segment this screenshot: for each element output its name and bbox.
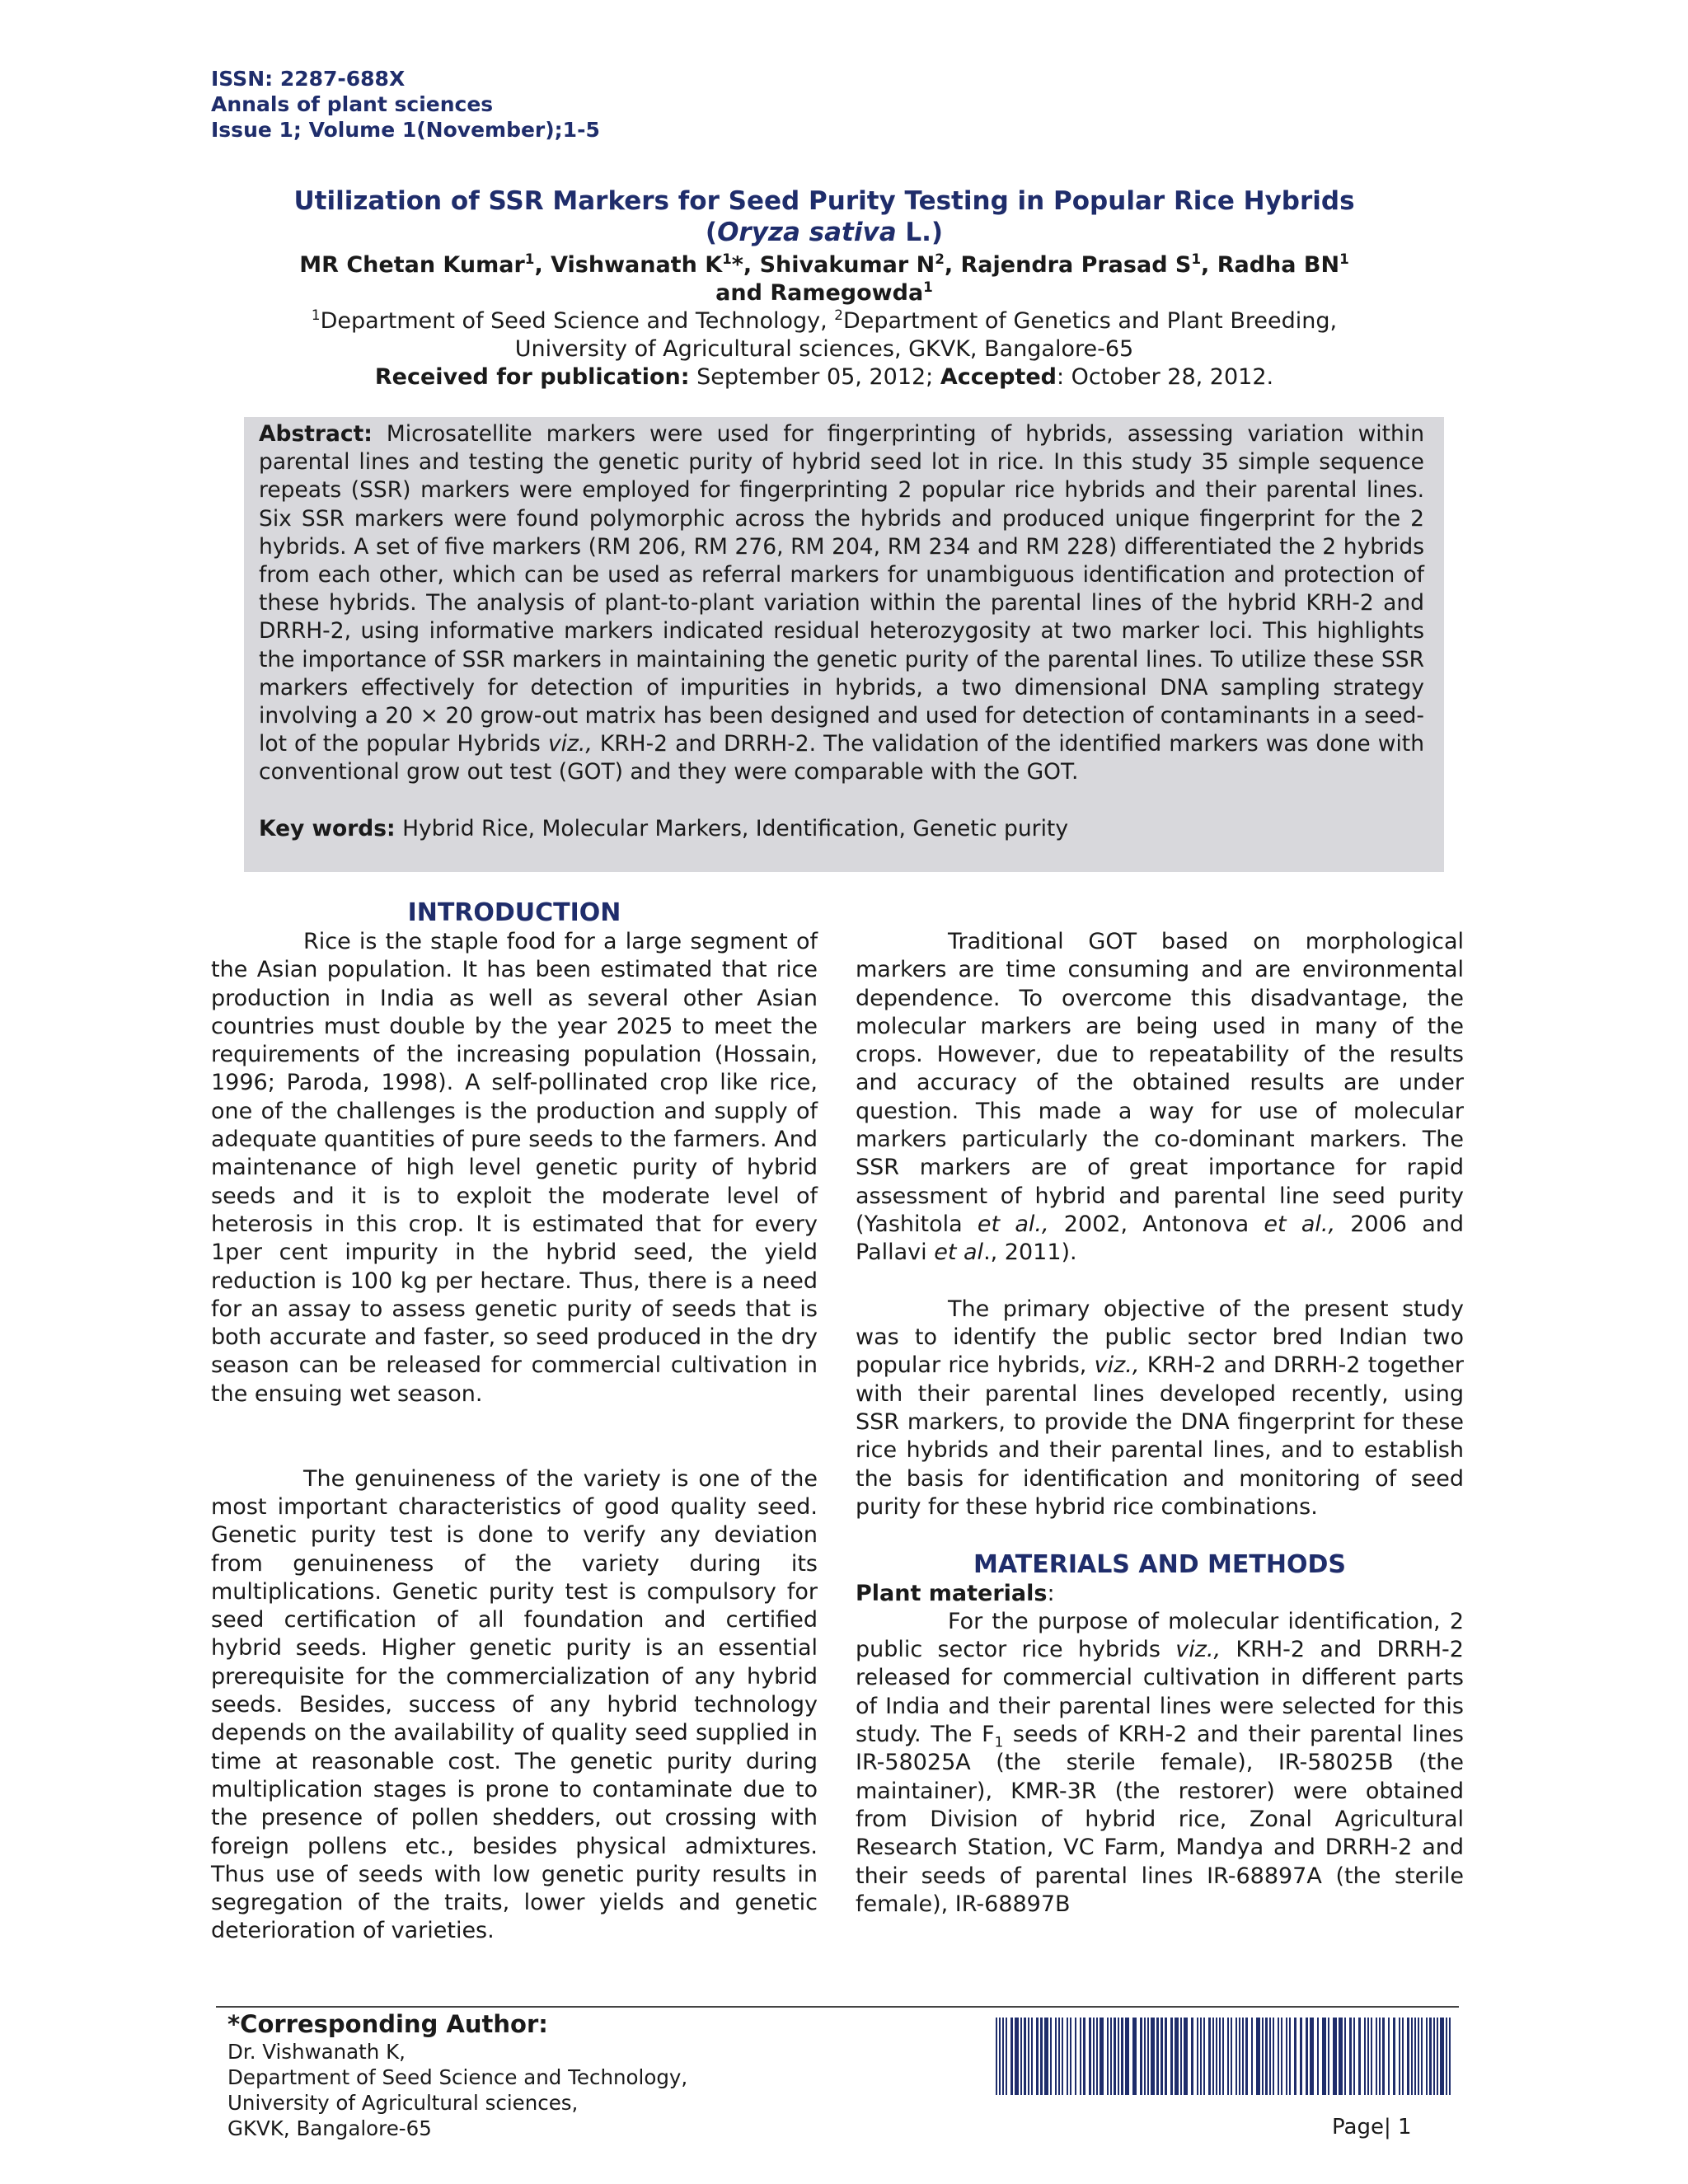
barcode-bar — [1414, 2018, 1416, 2095]
received-label: Received for publication: — [374, 364, 690, 390]
barcode-bar — [1165, 2018, 1167, 2095]
barcode-bar — [1376, 2018, 1377, 2095]
barcode-bar — [1040, 2018, 1043, 2095]
section-heading-introduction: INTRODUCTION — [407, 898, 621, 927]
author-affil-sup: 1 — [1191, 251, 1202, 267]
section-heading-methods: MATERIALS AND METHODS — [973, 1549, 1346, 1579]
barcode-bar — [1036, 2018, 1039, 2095]
abstract-italic: viz., — [547, 731, 593, 757]
corr-line: Department of Seed Science and Technology, — [227, 2065, 688, 2089]
barcode-bar — [1160, 2018, 1163, 2095]
barcode-bar — [1371, 2018, 1372, 2095]
barcode-bar — [1328, 2018, 1329, 2095]
author-separator: , — [944, 252, 961, 278]
barcode-bar — [1006, 2018, 1007, 2095]
barcode-bar — [1281, 2018, 1282, 2095]
barcode-bar — [1231, 2018, 1232, 2095]
barcode-bar — [1402, 2018, 1404, 2095]
barcode-bar — [1080, 2018, 1081, 2095]
keywords — [259, 815, 1424, 843]
barcode-bar — [1449, 2018, 1451, 2095]
barcode-bar — [1418, 2018, 1419, 2095]
author-separator: , — [534, 252, 551, 278]
author-conjunction: and — [715, 280, 771, 306]
publication-dates — [231, 363, 1418, 391]
barcode-bar — [1429, 2018, 1432, 2095]
abstract-text — [259, 420, 1424, 787]
barcode-bar — [1333, 2018, 1337, 2095]
barcode-bar — [1446, 2018, 1447, 2095]
barcode-bar — [1388, 2018, 1390, 2095]
para-italic: viz., — [1094, 1352, 1140, 1379]
footer-rule — [216, 2006, 1459, 2008]
affil-sup-1: 1 — [311, 307, 321, 323]
paragraph-gap — [211, 1436, 818, 1465]
barcode-bar — [1407, 2018, 1409, 2095]
barcode-bar — [1024, 2018, 1026, 2095]
authors-line-1 — [231, 251, 1418, 279]
barcode-bar — [1020, 2018, 1022, 2095]
affil-sup-2: 2 — [834, 307, 843, 323]
left-column — [211, 898, 818, 1946]
barcode-bar — [1062, 2018, 1063, 2095]
citation-etal: et al — [934, 1240, 984, 1266]
author-affil-sup: 2 — [935, 251, 945, 267]
barcode-bar — [1437, 2018, 1438, 2095]
author-name: Shivakumar N — [759, 252, 935, 278]
author-affil-sup: 1 — [722, 251, 732, 267]
para-text: 2002, Antonova — [1048, 1211, 1264, 1237]
barcode-bar — [1055, 2018, 1057, 2095]
barcode-bar — [1184, 2018, 1188, 2095]
title-block — [231, 185, 1418, 391]
para-text: ., 2011). — [983, 1240, 1077, 1266]
barcode-bar — [1121, 2018, 1123, 2095]
title-suffix: L.) — [896, 218, 944, 247]
barcode-image — [994, 2018, 1456, 2095]
intro-paragraph-2: The genuineness of the variety is one of the most important characteristics of good quality seed. Genetic purity test is done to verify any deviation from genuineness of the variety during its multiplications. Genetic purity test is compulsory for seed certification of all foundation and certified hybrid seeds. Higher genetic purity is an essential prerequisite for the commercialization of any hybrid seeds. Besides, success of any hybrid technology depends on the availability of quality seed supplied in time at reasonable cost. The genetic purity during multiplication stages is prone to contaminate due to the presence of pollen shedders, out crossing with foreign pollens etc., besides physical admixtures. Thus use of seeds with low genetic purity results in segregation of the traits, lower yields and genetic deterioration of varieties. — [211, 1465, 818, 1944]
barcode-bar — [1393, 2018, 1395, 2095]
affil-dept-1: Department of Seed Science and Technology, — [320, 308, 835, 334]
paragraph-gap — [856, 1521, 1464, 1549]
author-separator: , — [743, 252, 760, 278]
author-name: Ramegowda — [770, 280, 924, 306]
title-line-1: Utilization of SSR Markers for Seed Purity Testing in Popular Rice Hybrids — [293, 186, 1355, 216]
intro-paragraph-3 — [856, 928, 1464, 1268]
barcode-bar — [1322, 2018, 1326, 2095]
barcode-bar — [1050, 2018, 1052, 2095]
intro-paragraph-4 — [856, 1296, 1464, 1521]
barcode-bar — [1426, 2018, 1428, 2095]
barcode-bar — [1031, 2018, 1033, 2095]
barcode-bar — [1083, 2018, 1085, 2095]
barcode-bar — [1349, 2018, 1352, 2095]
affiliation-line-1 — [231, 307, 1418, 335]
barcode-bar — [1100, 2018, 1104, 2095]
para-text: KRH-2 and DRRH-2 released for commercial cultivation in different parts of India and their parental lines were selected for this study. The F — [856, 1637, 1464, 1748]
issue-line: Issue 1; Volume 1(November);1-5 — [211, 118, 600, 142]
author-name: Radha BN — [1217, 252, 1340, 278]
barcode-bar — [1399, 2018, 1400, 2095]
barcode-bar — [996, 2018, 997, 2095]
barcode-bar — [1239, 2018, 1240, 2095]
barcode-bar — [1147, 2018, 1149, 2095]
barcode-bar — [1353, 2018, 1355, 2095]
corr-line: University of Agricultural sciences, — [227, 2091, 579, 2115]
barcode-bar — [1367, 2018, 1369, 2095]
article-title — [231, 185, 1418, 248]
barcode-bar — [1058, 2018, 1060, 2095]
keywords-label: Key words: — [259, 815, 396, 841]
barcode-bar — [1411, 2018, 1413, 2095]
barcode-bar — [1010, 2018, 1013, 2095]
barcode-bar — [1200, 2018, 1202, 2095]
affiliation — [231, 307, 1418, 363]
barcode-bar — [1379, 2018, 1381, 2095]
page-number: Page| 1 — [1332, 2115, 1412, 2139]
para-text: seeds of KRH-2 and their parental lines IR-58025A (the sterile female), IR-58025B (the maintainer), KMR-3R (the restorer) were obtained from Division of hybrid rice, Zonal Agricultural Research Station, VC Farm, Mandya and DRRH-2 and their seeds of parental lines IR-68897A (the sterile female), IR-68897B — [856, 1722, 1464, 1917]
barcode-bar — [1089, 2018, 1091, 2095]
barcode-bar — [1125, 2018, 1129, 2095]
barcode-bar — [1251, 2018, 1253, 2095]
barcode-bar — [1310, 2018, 1314, 2095]
barcode-bar — [1364, 2018, 1366, 2095]
barcode-bar — [1344, 2018, 1346, 2095]
author-affil-sup: 1 — [923, 279, 933, 295]
barcode-bar — [1015, 2018, 1019, 2095]
barcode-bar — [1219, 2018, 1221, 2095]
barcode-bar — [1175, 2018, 1179, 2095]
barcode-bar — [1212, 2018, 1214, 2095]
abstract-body-end: KRH-2 and DRRH-2. The validation of the identified markers was done with conventional grow out test (GOT) and they were comparable with the GOT. — [259, 731, 1424, 785]
barcode-bar — [1273, 2018, 1274, 2095]
accepted-date: : October 28, 2012. — [1056, 364, 1274, 390]
para-italic: viz., — [1175, 1637, 1221, 1663]
barcode-bar — [1144, 2018, 1146, 2095]
para-text: The primary objective of the present study was to identify the public sector bred Indian two popular rice hybrids, — [856, 1296, 1464, 1379]
barcode-bar — [1044, 2018, 1048, 2095]
column-top-spacer — [856, 898, 1464, 928]
barcode-bar — [1132, 2018, 1137, 2095]
barcode-bar — [1096, 2018, 1098, 2095]
barcode-bar — [1433, 2018, 1435, 2095]
title-line-2 — [231, 217, 1418, 248]
abstract-body: Microsatellite markers were used for fingerprinting of hybrids, assessing variation within parental lines and testing the genetic purity of hybrid seed lot in rice. In this study 35 simple sequence repeats (SSR) markers were employed for fingerprinting 2 popular rice hybrids and their parental lines. Six SSR markers were found polymorphic across the hybrids and produced unique fingerprint for the 2 hybrids. A set of five markers (RM 206, RM 276, RM 204, RM 234 and RM 228) differentiated the 2 hybrids from each other, which can be used as referral markers for unambiguous identification and protection of these hybrids. The analysis of plant-to-plant variation within the parental lines of the hybrid KRH-2 and DRRH-2, using informative markers indicated residual heterozygosity at two marker loci. This highlights the importance of SSR markers in maintaining the genetic purity of the parental lines. To utilize these SSR markers effectively for detection of impurities in hybrids, a two dimensional DNA sampling strategy involving a 20 × 20 grow-out matrix has been designed and used for detection of contaminants in a seed-lot of the popular Hybrids — [259, 421, 1424, 757]
para-text: Traditional GOT based on morphological markers are time consuming and are environmental dependence. To overcome this disadvantage, the molecular markers are being used in many of the crops. However, due to repeatability of the results and accuracy of the obtained results are under question. This made a way for use of molecular markers particularly the co-dominant markers. The SSR markers are of great importance for rapid assessment of hybrid and parental line seed purity (Yashitola — [856, 929, 1464, 1237]
barcode-bar — [1262, 2018, 1264, 2095]
barcode-bar — [999, 2018, 1001, 2095]
barcode-bar — [1421, 2018, 1423, 2095]
corresponding-author — [227, 2009, 687, 2141]
para-text: 2006 and Pallavi — [856, 1211, 1464, 1266]
author-affil-sup: 1 — [524, 251, 535, 267]
issn-line: ISSN: 2287-688X — [211, 67, 406, 91]
affil-dept-2: Department of Genetics and Plant Breeding, — [842, 308, 1338, 334]
barcode-bar — [1070, 2018, 1071, 2095]
journal-name: Annals of plant sciences — [211, 92, 494, 116]
barcode-bar — [1289, 2018, 1291, 2095]
barcode-bar — [1151, 2018, 1155, 2095]
barcode-bar — [1236, 2018, 1237, 2095]
author-name: MR Chetan Kumar — [299, 252, 525, 278]
barcode-bar — [1075, 2018, 1076, 2095]
para-subscript: 1 — [994, 1733, 1004, 1750]
author-separator: , — [1201, 252, 1217, 278]
para-text: KRH-2 and DRRH-2 together with their parental lines developed recently, using SSR markers, to provide the DNA fingerprint for these rice hybrids and their parental lines, and to establish the basis for identification and monitoring of seed purity for these hybrid rice combinations. — [856, 1352, 1464, 1520]
abstract-label: Abstract: — [259, 421, 373, 447]
barcode-bar — [1114, 2018, 1116, 2095]
title-paren: ( — [705, 218, 718, 247]
barcode-bar — [1245, 2018, 1248, 2095]
barcode-bar — [1382, 2018, 1385, 2095]
barcode-bar — [1028, 2018, 1029, 2095]
barcode-bar — [1107, 2018, 1109, 2095]
corr-line: Dr. Vishwanath K, — [227, 2040, 406, 2064]
barcode-bar — [1118, 2018, 1119, 2095]
barcode-bar — [1227, 2018, 1229, 2095]
accepted-label: Accepted — [940, 364, 1057, 390]
paragraph-gap — [211, 1408, 818, 1436]
barcode-bar — [1294, 2018, 1296, 2095]
barcode-bar — [1093, 2018, 1095, 2095]
species-name: Oryza sativa — [717, 218, 897, 247]
corresponding-mark: * — [731, 252, 743, 278]
barcode-bar — [1278, 2018, 1279, 2095]
barcode-bar — [1317, 2018, 1319, 2095]
methods-paragraph-1 — [856, 1608, 1464, 1919]
subheading-plant-materials — [856, 1580, 1464, 1608]
barcode-bar — [1339, 2018, 1343, 2095]
subheading-text: Plant materials — [856, 1580, 1048, 1606]
barcode-bar — [1180, 2018, 1182, 2095]
barcode-bar — [1002, 2018, 1004, 2095]
barcode-bar — [1256, 2018, 1260, 2095]
author-affil-sup: 1 — [1339, 251, 1349, 267]
author-name: Vishwanath K — [551, 252, 723, 278]
barcode-bar — [1156, 2018, 1159, 2095]
right-column — [856, 898, 1464, 1919]
barcode-bar — [1067, 2018, 1068, 2095]
paragraph-gap — [856, 1268, 1464, 1296]
corr-line: GKVK, Bangalore-65 — [227, 2116, 432, 2140]
barcode-bar — [1269, 2018, 1271, 2095]
para-text: For the purpose of molecular identification, 2 public sector rice hybrids — [856, 1608, 1464, 1663]
received-date: September 05, 2012; — [689, 364, 940, 390]
barcode-bar — [1110, 2018, 1112, 2095]
barcode-bar — [1286, 2018, 1287, 2095]
barcode-bar — [1170, 2018, 1173, 2095]
barcode-bar — [1197, 2018, 1198, 2095]
barcode-bar — [1265, 2018, 1268, 2095]
author-list — [231, 251, 1418, 307]
corr-heading: *Corresponding Author: — [227, 2010, 548, 2038]
barcode-bar — [1203, 2018, 1205, 2095]
affiliation-line-2: University of Agricultural sciences, GKVK, Bangalore-65 — [514, 336, 1134, 362]
journal-header — [211, 66, 600, 143]
barcode-bar — [1216, 2018, 1217, 2095]
barcode-bar — [1300, 2018, 1302, 2095]
barcode-bar — [1242, 2018, 1244, 2095]
citation-etal: et al., — [977, 1211, 1049, 1237]
barcode-bar — [1140, 2018, 1142, 2095]
keywords-list: Hybrid Rice, Molecular Markers, Identification, Genetic purity — [395, 815, 1069, 841]
author-name: Rajendra Prasad S — [960, 252, 1192, 278]
barcode-bar — [1191, 2018, 1193, 2095]
barcode-bar — [1208, 2018, 1211, 2095]
subheading-colon: : — [1047, 1580, 1055, 1606]
barcode-bar — [1358, 2018, 1361, 2095]
authors-line-2 — [231, 279, 1418, 307]
barcode-bar — [1222, 2018, 1224, 2095]
barcode-bar — [1440, 2018, 1444, 2095]
citation-etal: et al., — [1264, 1211, 1336, 1237]
intro-paragraph-1: Rice is the staple food for a large segment of the Asian population. It has been estimated that rice production in India as well as several other Asian countries must double by the year 2025 to meet the requirements of the increasing population (Hossain, 1996; Paroda, 1998). A self-pollinated crop like rice, one of the challenges is the production and supply of adequate quantities of pure seeds to the farmers. And maintenance of high level genetic purity of hybrid seeds and it is to exploit the moderate level of heterosis in this crop. It is estimated that for every 1per cent impurity in the hybrid seed, the yield reduction is 100 kg per hectare. Thus, there is a need for an assay to assess genetic purity of seeds that is both accurate and faster, so seed produced in the dry season can be released for commercial cultivation in the ensuing wet season. — [211, 929, 818, 1407]
abstract-box — [244, 417, 1444, 872]
barcode-bar — [1306, 2018, 1308, 2095]
